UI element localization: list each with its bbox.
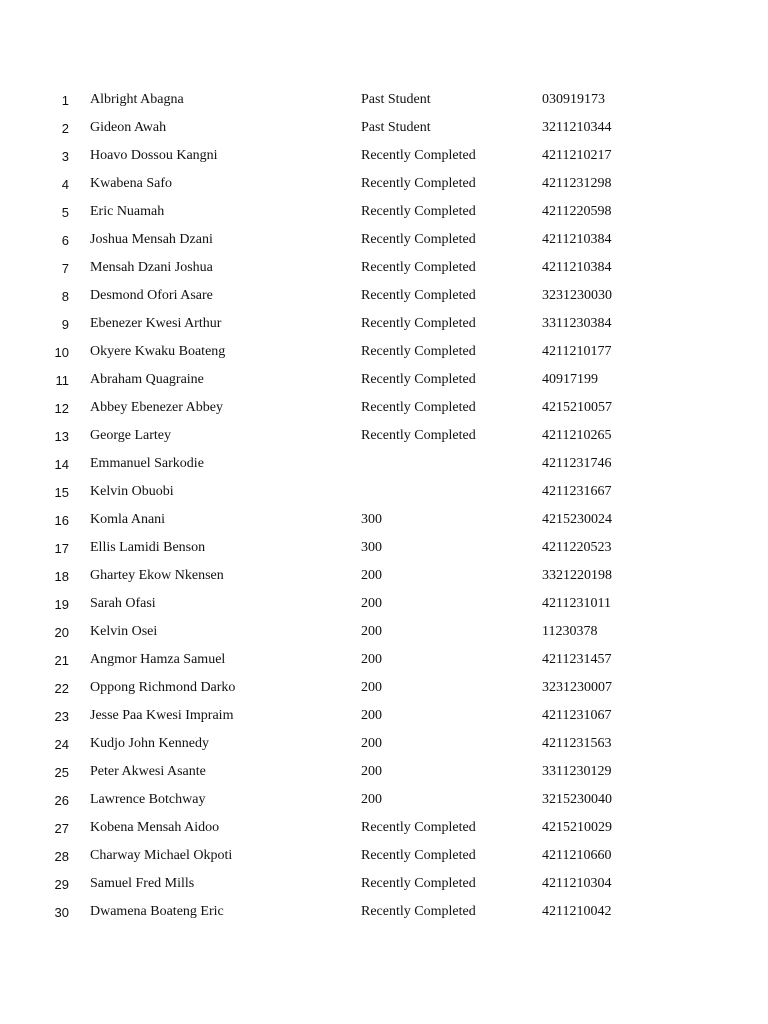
table-row (0, 367, 768, 395)
student-status: Past Student (361, 120, 431, 135)
student-name: Emmanuel Sarkodie (90, 456, 204, 471)
row-number: 11 (55, 373, 69, 388)
row-number: 19 (54, 597, 69, 612)
table-row (0, 283, 768, 311)
row-number: 9 (61, 317, 69, 332)
student-name: Abraham Quagraine (90, 372, 204, 387)
student-name: Sarah Ofasi (90, 596, 156, 611)
table-row (0, 199, 768, 227)
student-id: 4211210177 (542, 344, 612, 359)
student-status: 200 (361, 792, 382, 807)
student-name: Komla Anani (90, 512, 166, 527)
row-number: 25 (54, 765, 69, 780)
student-id: 4211231746 (542, 456, 612, 471)
student-status: Past Student (361, 92, 431, 107)
student-id: 4211210265 (542, 428, 612, 443)
student-id: 40917199 (542, 372, 598, 387)
student-status: Recently Completed (361, 904, 476, 919)
row-number: 23 (54, 709, 69, 724)
student-status: 200 (361, 736, 382, 751)
student-name: Desmond Ofori Asare (90, 288, 213, 303)
row-number: 16 (54, 513, 69, 528)
student-id: 4211231298 (542, 176, 612, 191)
student-name: Kelvin Osei (90, 624, 158, 639)
student-name: Jesse Paa Kwesi Impraim (90, 708, 234, 723)
table-row (0, 143, 768, 171)
table-row (0, 591, 768, 619)
row-number: 15 (54, 485, 69, 500)
row-number: 5 (61, 205, 69, 220)
student-id: 4211231457 (542, 652, 612, 667)
row-number: 6 (61, 233, 69, 248)
student-id: 4215210029 (542, 820, 612, 835)
table-row (0, 451, 768, 479)
row-number: 29 (54, 877, 69, 892)
student-name: Albright Abagna (90, 92, 184, 107)
student-name: George Lartey (90, 428, 171, 443)
student-id: 4211231011 (542, 596, 611, 611)
student-status: Recently Completed (361, 260, 476, 275)
table-row (0, 479, 768, 507)
student-name: Angmor Hamza Samuel (90, 652, 226, 667)
student-status: Recently Completed (361, 820, 476, 835)
student-id: 4211220598 (542, 204, 612, 219)
student-status: Recently Completed (361, 148, 476, 163)
student-status: Recently Completed (361, 316, 476, 331)
student-id: 4215210057 (542, 400, 612, 415)
table-row (0, 871, 768, 899)
row-number: 8 (61, 289, 69, 304)
student-id: 3231230007 (542, 680, 612, 695)
student-name: Kobena Mensah Aidoo (90, 820, 220, 835)
row-number: 4 (61, 177, 69, 192)
student-id: 3215230040 (542, 792, 612, 807)
table-row (0, 787, 768, 815)
table-row (0, 395, 768, 423)
row-number: 28 (54, 849, 69, 864)
row-number: 21 (54, 653, 69, 668)
student-id: 4211220523 (542, 540, 612, 555)
table-row (0, 815, 768, 843)
student-id: 3211210344 (542, 120, 612, 135)
student-status: 200 (361, 596, 382, 611)
student-id: 030919173 (542, 92, 605, 107)
table-row (0, 619, 768, 647)
row-number: 20 (54, 625, 69, 640)
student-status: 200 (361, 680, 382, 695)
student-name: Hoavo Dossou Kangni (90, 148, 218, 163)
table-row (0, 311, 768, 339)
table-row (0, 647, 768, 675)
table-row (0, 227, 768, 255)
student-name: Gideon Awah (90, 120, 167, 135)
row-number: 12 (54, 401, 69, 416)
student-id: 4211210384 (542, 232, 612, 247)
row-number: 22 (54, 681, 69, 696)
student-name: Samuel Fred Mills (90, 876, 195, 891)
student-status: Recently Completed (361, 400, 476, 415)
row-number: 7 (61, 261, 69, 276)
student-status: 300 (361, 512, 382, 527)
student-id: 4211231067 (542, 708, 612, 723)
table-row (0, 843, 768, 871)
student-status: 200 (361, 764, 382, 779)
row-number: 26 (54, 793, 69, 808)
table-row (0, 115, 768, 143)
table-row (0, 87, 768, 115)
student-status: Recently Completed (361, 372, 476, 387)
row-number: 2 (61, 121, 69, 136)
row-number: 10 (54, 345, 69, 360)
student-id: 3311230129 (542, 764, 612, 779)
student-id: 4211231667 (542, 484, 612, 499)
table-row (0, 759, 768, 787)
student-id: 4211210304 (542, 876, 612, 891)
row-number: 27 (54, 821, 69, 836)
student-name: Eric Nuamah (90, 204, 165, 219)
student-id: 4215230024 (542, 512, 612, 527)
student-name: Charway Michael Okpoti (90, 848, 233, 863)
student-id: 4211231563 (542, 736, 612, 751)
table-row (0, 255, 768, 283)
student-name: Okyere Kwaku Boateng (90, 344, 226, 359)
student-name: Ellis Lamidi Benson (90, 540, 206, 555)
student-id: 11230378 (542, 624, 598, 639)
student-status: 200 (361, 652, 382, 667)
table-row (0, 675, 768, 703)
row-number: 17 (54, 541, 69, 556)
student-name: Peter Akwesi Asante (90, 764, 206, 779)
student-name: Abbey Ebenezer Abbey (90, 400, 223, 415)
student-status: Recently Completed (361, 288, 476, 303)
table-row (0, 899, 768, 927)
row-number: 24 (54, 737, 69, 752)
row-number: 3 (61, 149, 69, 164)
student-status: Recently Completed (361, 344, 476, 359)
student-status: Recently Completed (361, 848, 476, 863)
student-id: 3321220198 (542, 568, 612, 583)
student-status: 200 (361, 708, 382, 723)
student-id: 4211210217 (542, 148, 612, 163)
student-id: 4211210042 (542, 904, 612, 919)
student-name: Dwamena Boateng Eric (90, 904, 224, 919)
table-row (0, 535, 768, 563)
student-name: Kelvin Obuobi (90, 484, 174, 499)
student-id: 3231230030 (542, 288, 612, 303)
student-status: Recently Completed (361, 428, 476, 443)
student-status: Recently Completed (361, 176, 476, 191)
student-id: 3311230384 (542, 316, 612, 331)
student-status: Recently Completed (361, 204, 476, 219)
table-row (0, 171, 768, 199)
student-name: Ghartey Ekow Nkensen (90, 568, 224, 583)
student-name: Mensah Dzani Joshua (90, 260, 213, 275)
student-status: Recently Completed (361, 876, 476, 891)
table-row (0, 563, 768, 591)
row-number: 13 (54, 429, 69, 444)
student-name: Joshua Mensah Dzani (90, 232, 213, 247)
row-number: 14 (54, 457, 69, 472)
student-list-table (0, 87, 768, 927)
student-status: 300 (361, 540, 382, 555)
student-name: Kudjo John Kennedy (90, 736, 209, 751)
student-status: Recently Completed (361, 232, 476, 247)
student-id: 4211210384 (542, 260, 612, 275)
student-status: 200 (361, 624, 382, 639)
student-id: 4211210660 (542, 848, 612, 863)
student-status: 200 (361, 568, 382, 583)
student-name: Kwabena Safo (90, 176, 173, 191)
student-name: Oppong Richmond Darko (90, 680, 236, 695)
table-row (0, 703, 768, 731)
table-row (0, 339, 768, 367)
row-number: 30 (54, 905, 69, 920)
row-number: 18 (54, 569, 69, 584)
student-name: Lawrence Botchway (90, 792, 206, 807)
table-row (0, 423, 768, 451)
table-row (0, 507, 768, 535)
student-name: Ebenezer Kwesi Arthur (90, 316, 222, 331)
row-number: 1 (61, 93, 69, 108)
table-row (0, 731, 768, 759)
